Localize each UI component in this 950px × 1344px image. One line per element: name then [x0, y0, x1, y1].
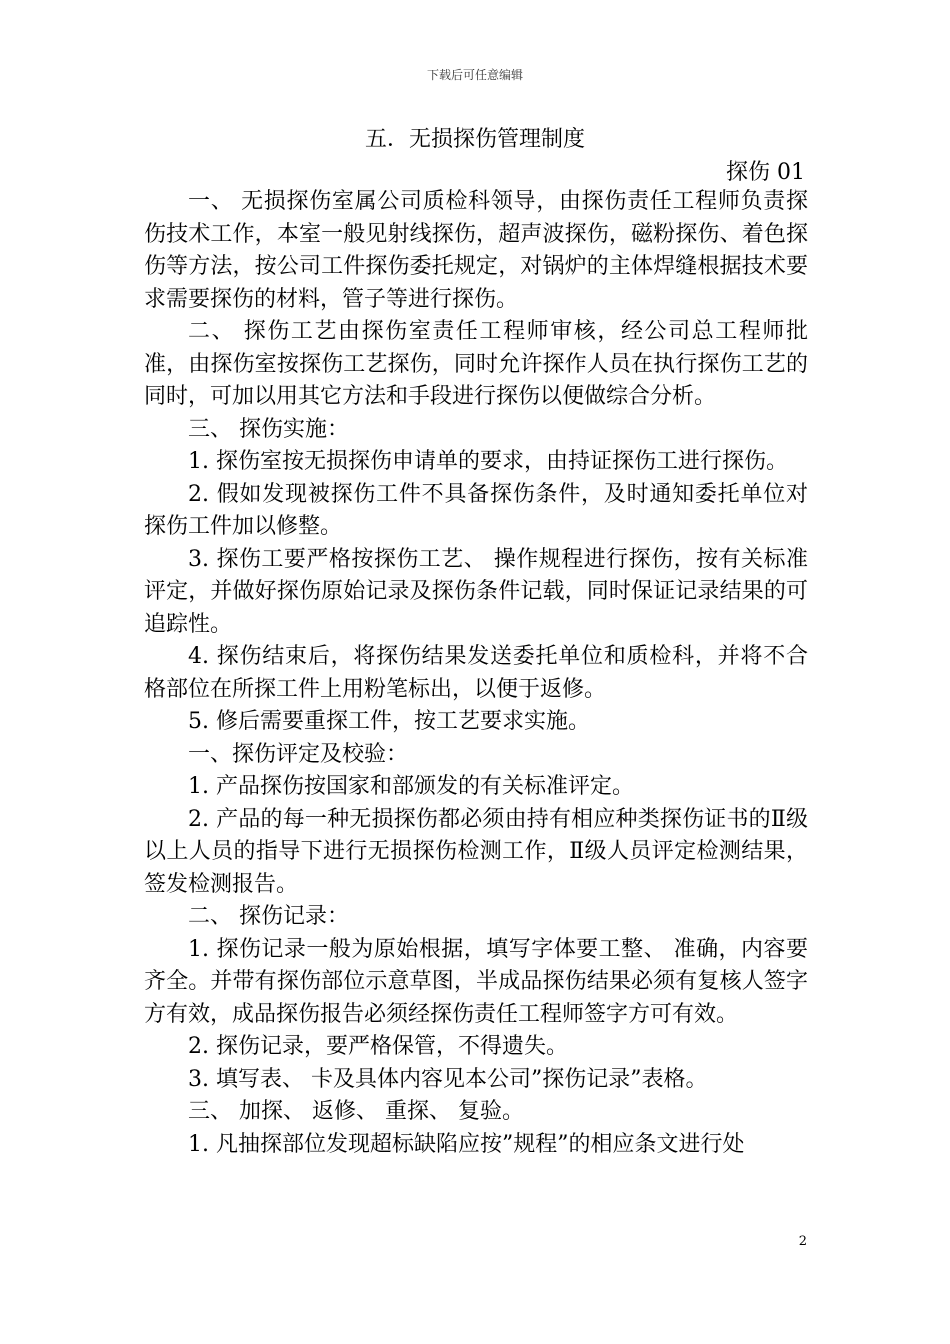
- paragraph-13: 1. 探伤记录一般为原始根据，填写字体要工整、 准确，内容要齐全。并带有探伤部位示意草图，半成品探伤结果必须有复核人签字方有效，成品探伤报告必须经探伤责任工程师签字方可有效。: [144, 936, 808, 1027]
- paragraph-6: 3. 探伤工要严格按探伤工艺、 操作规程进行探伤，按有关标准评定，并做好探伤原始记录及探伤条件记载，同时保证记录结果的可追踪性。: [144, 546, 808, 637]
- paragraph-10: 1. 产品探伤按国家和部颁发的有关标准评定。: [188, 774, 634, 799]
- paragraph-9: 一、探伤评定及校验：: [188, 741, 409, 767]
- paragraph-11: 2. 产品的每一种无损探伤都必须由持有相应种类探伤证书的Ⅱ级以上人员的指导下进行无损探伤检测工作，Ⅱ级人员评定检测结果，签发检测报告。: [144, 806, 808, 897]
- paragraph-17: 1. 凡抽探部位发现超标缺陷应按”规程”的相应条文进行处: [188, 1131, 745, 1157]
- paragraph-14: 2. 探伤记录，要严格保管，不得遗失。: [188, 1034, 568, 1059]
- page-number: 2: [798, 1234, 807, 1249]
- document-title: 五．无损探伤管理制度: [364, 127, 585, 152]
- paragraph-12: 二、 探伤记录：: [188, 904, 349, 929]
- paragraph-7: 4. 探伤结束后，将探伤结果发送委托单位和质检科，并将不合格部位在所探工件上用粉笔标出，以便于返修。: [144, 644, 808, 702]
- paragraph-2: 二、 探伤工艺由探伤室责任工程师审核，经公司总工程师批准，由探伤室按探伤工艺探伤，同时允许探作人员在执行探伤工艺的同时，可加以用其它方法和手段进行探伤以便做综合分析。: [144, 319, 808, 409]
- paragraph-16: 三、 加探、 返修、 重探、 复验。: [188, 1099, 524, 1124]
- paragraph-15: 3. 填写表、 卡及具体内容见本公司”探伤记录”表格。: [188, 1066, 708, 1092]
- page-header: 下载后可任意编辑: [426, 68, 523, 82]
- paragraph-1: 一、 无损探伤室属公司质检科领导，由探伤责任工程师负责探伤技术工作，本室一般见射线探伤，超声波探伤，磁粉探伤、着色探伤等方法，按公司工件探伤委托规定，对锅炉的主体焊缝根据技术要求需要探伤的材料，管子等进行探伤。: [144, 189, 808, 312]
- paragraph-4: 1. 探伤室按无损探伤申请单的要求，由持证探伤工进行探伤。: [188, 449, 788, 474]
- paragraph-3: 三、 探伤实施：: [188, 416, 349, 442]
- paragraph-8: 5. 修后需要重探工件，按工艺要求实施。: [188, 709, 590, 734]
- document-number: 探伤 01: [726, 160, 805, 185]
- paragraph-5: 2. 假如发现被探伤工件不具备探伤条件，及时通知委托单位对探伤工件加以修整。: [144, 481, 808, 539]
- document-body: [144, 186, 808, 1161]
